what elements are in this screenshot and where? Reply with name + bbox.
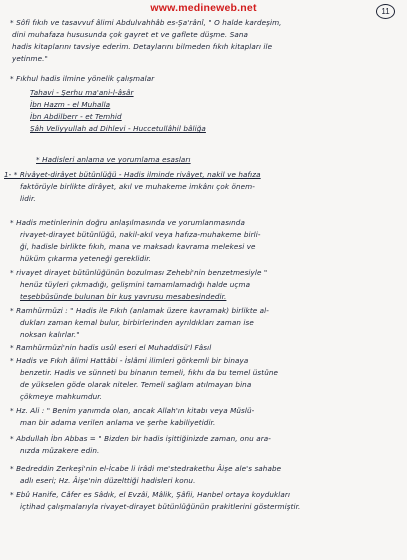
note-line: * Hadisleri anlama ve yorumlama esasları — [36, 155, 191, 164]
note-line: 1- * Rivâyet-dirâyet bütünlüğü - Hadis ilminde rivâyet, nakil ve hafıza — [4, 170, 261, 179]
note-line: * Ramhürmüzi : " Hadis ile Fıkıh (anlamak üzere kavramak) birlikte al- — [10, 306, 269, 315]
note-line: dukları zaman kemal bulur, birbirlerinden ayrıldıkları zaman ise — [20, 318, 254, 327]
note-line: * Abdullah İbn Abbas = " Bizden bir hadis işittiğinizde zaman, onu ara- — [10, 434, 271, 443]
note-line: lidir. — [20, 194, 36, 203]
note-line: faktörüyle birlikte dirâyet, akıl ve muhakeme imkânı çok önem- — [20, 182, 255, 191]
note-line: hadis kitaplarını tavsiye ederim. Detaylarını bilmeden fıkıh kitapları ile — [12, 42, 273, 51]
note-line: * Ebû Hanife, Câfer es Sâdık, el Evzâi, Mâlik, Şâfii, Hanbel ortaya koydukları — [10, 490, 291, 499]
note-line: ği, hadisle birlikte fıkıh, mana ve maksadı kavrama melekesi ve — [20, 242, 256, 251]
note-line: teşebbüsünde bulunan bir kuş yavrusu mesabesindedir. — [20, 292, 227, 301]
note-line: * Sôfi fıkıh ve tasavvuf âlimi Abdulvahhâb es-Şa'rânî, " O halde kardeşim, — [10, 18, 282, 27]
note-line: adlı eseri; Hz. Âişe'nin düzelttiği hadisleri konu. — [20, 476, 196, 485]
note-line: hüküm çıkarma yeteneği gereklidir. — [20, 254, 152, 263]
note-line: * Hadis metinlerinin doğru anlaşılmasında ve yorumlanmasında — [10, 218, 245, 227]
note-line: de yükselen göde olarak niteler. Temeli sağlam atılmayan bina — [20, 380, 252, 389]
note-line: nızda müzakere edin. — [20, 446, 100, 455]
note-line: rivayet-dirayet bütünlüğü, nakil-akıl veya hafıza-muhakeme birli- — [20, 230, 261, 239]
note-line: noksan kalırlar." — [20, 330, 80, 339]
note-line: Şâh Veliyyullah ad Dihlevi - Huccetullâhil bâliğa — [30, 124, 206, 133]
note-line: * Ramhürmüzi'nin hadis usûl eseri el Muhaddisü'l Fâsıl — [10, 343, 212, 352]
note-line: içtihad çalışmalarıyla rivayet-dirayet bütünlüğünün prakitlerini göstermiştir. — [20, 502, 301, 511]
note-line: Tahavi - Şerhu ma'ani-l-âsâr — [30, 88, 134, 97]
note-line: * Bedreddin Zerkeşi'nin el-İcabe li irâdi me'stedrakethu Âişe ale's sahabe — [10, 464, 282, 473]
note-line: * rivayet dirayet bütünlüğünün bozulması Zehebi'nin benzetmesiyle " — [10, 268, 268, 277]
note-line: yetinme." — [12, 54, 48, 63]
note-line: man bir adama verilen anlama ve şerhe kabiliyetidir. — [20, 418, 216, 427]
note-line: İbn Abdilberr - et Temhid — [30, 112, 122, 121]
note-line: * Hadis ve Fıkıh âlimi Hattâbi - İslâmi ilimleri görkemli bir binaya — [10, 356, 249, 365]
note-line: dini muhafaza hususunda çok gayret et ve gaflete düşme. Sana — [12, 30, 249, 39]
note-line: çökmeye mahkumdur. — [20, 392, 103, 401]
site-watermark: www.medineweb.net — [150, 2, 257, 14]
note-line: İbn Hazm - el Muhalla — [30, 100, 111, 109]
note-line: * Fıkhul hadis ilmine yönelik çalışmalar — [10, 74, 155, 83]
page-number: 11 — [376, 4, 395, 19]
note-line: henüz tüyleri çıkmadığı, gelişmini tamamlamadığı halde uçma — [20, 280, 251, 289]
note-line: * Hz. Ali : " Benim yanımda olan, ancak Allah'ın kitabı veya Müslü- — [10, 406, 255, 415]
note-line: benzetir. Hadis ve sünneti bu binanın temeli, fıkhı da bu temel üstüne — [20, 368, 279, 377]
